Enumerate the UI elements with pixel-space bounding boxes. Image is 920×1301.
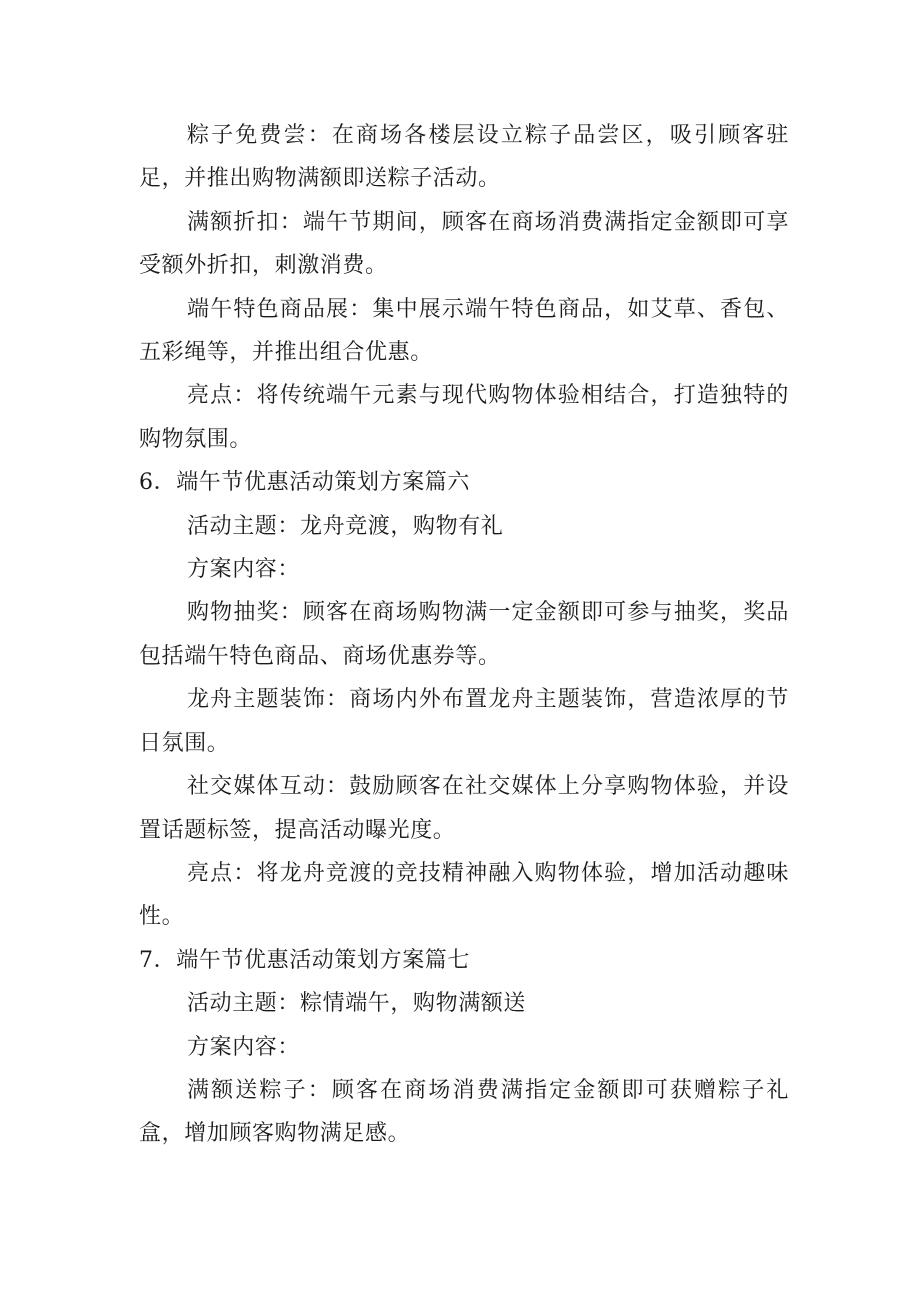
section-heading-6: 6．端午节优惠活动策划方案篇六 [139, 470, 470, 496]
paragraph-plan-content-7: 方案内容： [187, 1034, 301, 1060]
paragraph-zongzi-tasting: 粽子免费尝：在商场各楼层设立粽子品尝区，吸引顾客驻足，并推出购物满额即送粽子活动。 [139, 123, 789, 192]
paragraph-shopping-lottery: 购物抽奖：顾客在商场购物满一定金额即可参与抽奖，奖品包括端午特色商品、商场优惠券等。 [139, 600, 789, 669]
section-heading-7: 7．端午节优惠活动策划方案篇七 [139, 947, 470, 973]
paragraph-theme-6: 活动主题：龙舟竞渡，购物有礼 [187, 513, 504, 539]
paragraph-highlight-6: 亮点：将龙舟竞渡的竞技精神融入购物体验，增加活动趣味性。 [139, 860, 789, 930]
paragraph-highlight-5: 亮点：将传统端午元素与现代购物体验相结合，打造独特的购物氛围。 [139, 383, 789, 452]
paragraph-theme-7: 活动主题：粽情端午，购物满额送 [187, 991, 527, 1017]
paragraph-spend-discount: 满额折扣：端午节期间，顾客在商场消费满指定金额即可享受额外折扣，刺激消费。 [139, 209, 789, 279]
paragraph-spend-gift-zongzi: 满额送粽子：顾客在商场消费满指定金额即可获赠粽子礼盒，增加顾客购物满足感。 [139, 1077, 789, 1147]
paragraph-plan-content-6: 方案内容： [187, 557, 301, 583]
document-body [139, 114, 789, 1156]
paragraph-dragon-boat-decoration: 龙舟主题装饰：商场内外布置龙舟主题装饰，营造浓厚的节日氛围。 [139, 687, 789, 756]
paragraph-special-goods-exhibition: 端午特色商品展：集中展示端午特色商品，如艾草、香包、五彩绳等，并推出组合优惠。 [139, 296, 789, 366]
paragraph-social-media: 社交媒体互动：鼓励顾客在社交媒体上分享购物体验，并设置话题标签，提高活动曝光度。 [139, 774, 789, 843]
